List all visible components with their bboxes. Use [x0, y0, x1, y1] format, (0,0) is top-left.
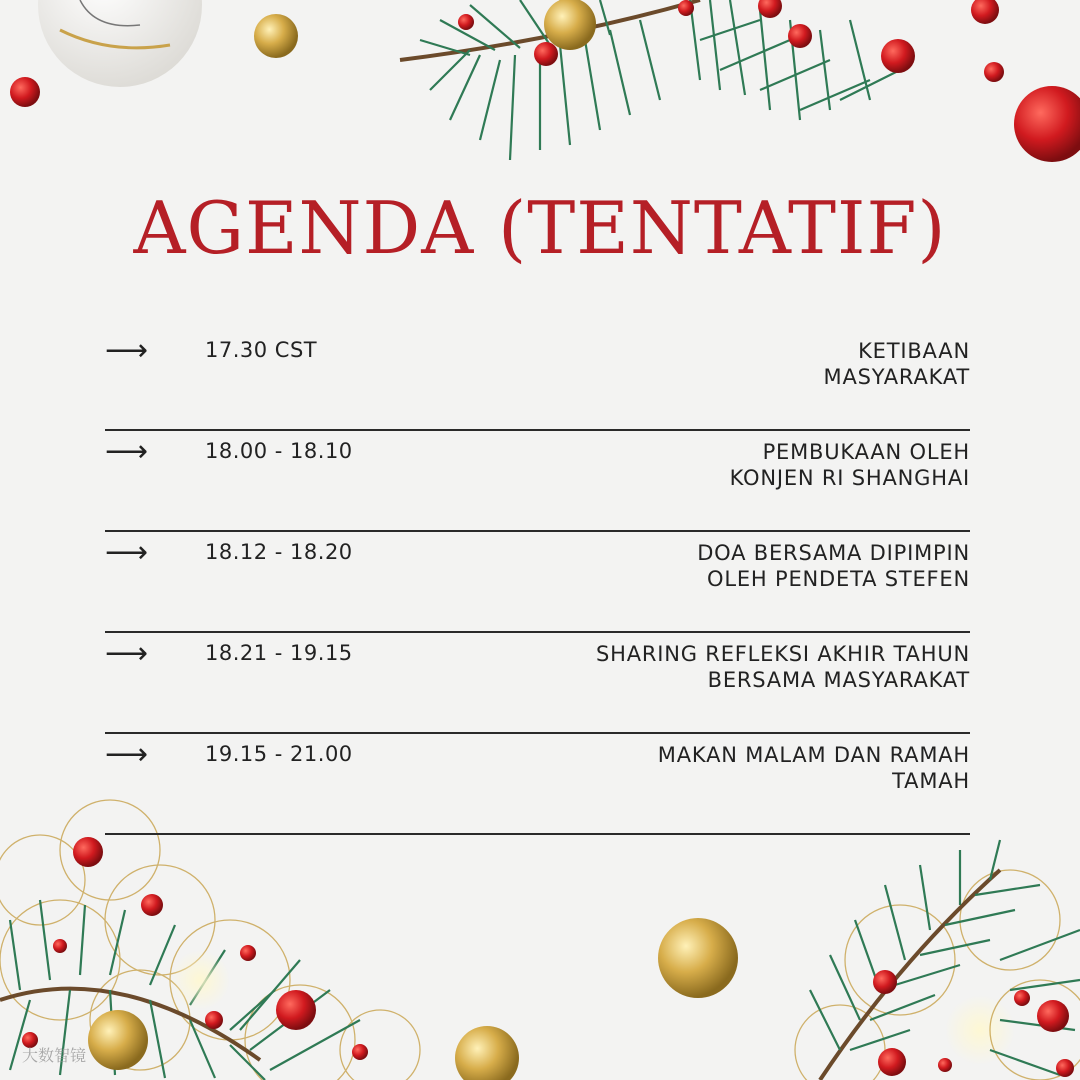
agenda-description-line: TAMAH [892, 769, 970, 793]
gold-bauble-icon [455, 1026, 519, 1080]
red-berries-bottom-left-icon [22, 837, 368, 1060]
gold-bauble-icon [658, 918, 738, 998]
agenda-description [500, 742, 970, 794]
agenda-list [105, 330, 970, 835]
agenda-description-line: OLEH PENDETA STEFEN [707, 567, 970, 591]
agenda-description-line: PEMBUKAAN OLEH [762, 440, 970, 464]
watermark: 大数智镜 [22, 1046, 87, 1065]
agenda-time: 17.30 CST [205, 338, 318, 362]
agenda-description-line: KETIBAAN [858, 339, 970, 363]
page-title: AGENDA (TENTATIF) [133, 186, 947, 270]
gold-bauble-icon [544, 0, 596, 50]
agenda-row [105, 532, 970, 633]
agenda-description-line: SHARING REFLEKSI AKHIR TAHUN [595, 642, 970, 666]
arrow-right-icon: ⟶ [105, 434, 149, 469]
agenda-time: 18.12 - 18.20 [205, 540, 353, 564]
agenda-row [105, 431, 970, 532]
agenda-description [500, 338, 970, 390]
gold-bauble-icon [254, 14, 298, 58]
agenda-description-line: DOA BERSAMA DIPIMPIN [697, 541, 970, 565]
gold-bauble-icon [88, 1010, 148, 1070]
agenda-description [500, 641, 970, 693]
white-ornament-icon [38, 0, 202, 87]
agenda-description [500, 439, 970, 491]
agenda-row [105, 633, 970, 734]
arrow-right-icon: ⟶ [105, 535, 149, 570]
agenda-time: 19.15 - 21.00 [205, 742, 353, 766]
agenda-row [105, 330, 970, 431]
agenda-row [105, 734, 970, 835]
agenda-description-line: MAKAN MALAM DAN RAMAH [657, 743, 970, 767]
agenda-time: 18.21 - 19.15 [205, 641, 353, 665]
arrow-right-icon: ⟶ [105, 636, 149, 671]
agenda-time: 18.00 - 18.10 [205, 439, 353, 463]
agenda-description-line: BERSAMA MASYARAKAT [707, 668, 970, 692]
agenda-description [500, 540, 970, 592]
light-glow-icon [170, 950, 230, 1010]
red-berry-icon [10, 77, 40, 107]
red-bauble-icon [1014, 86, 1080, 162]
agenda-description-line: MASYARAKAT [823, 365, 970, 389]
pine-branch-top-icon [400, 0, 900, 160]
agenda-description-line: KONJEN RI SHANGHAI [729, 466, 970, 490]
gold-wire-icon [795, 870, 1080, 1080]
arrow-right-icon: ⟶ [105, 737, 149, 772]
arrow-right-icon: ⟶ [105, 333, 149, 368]
